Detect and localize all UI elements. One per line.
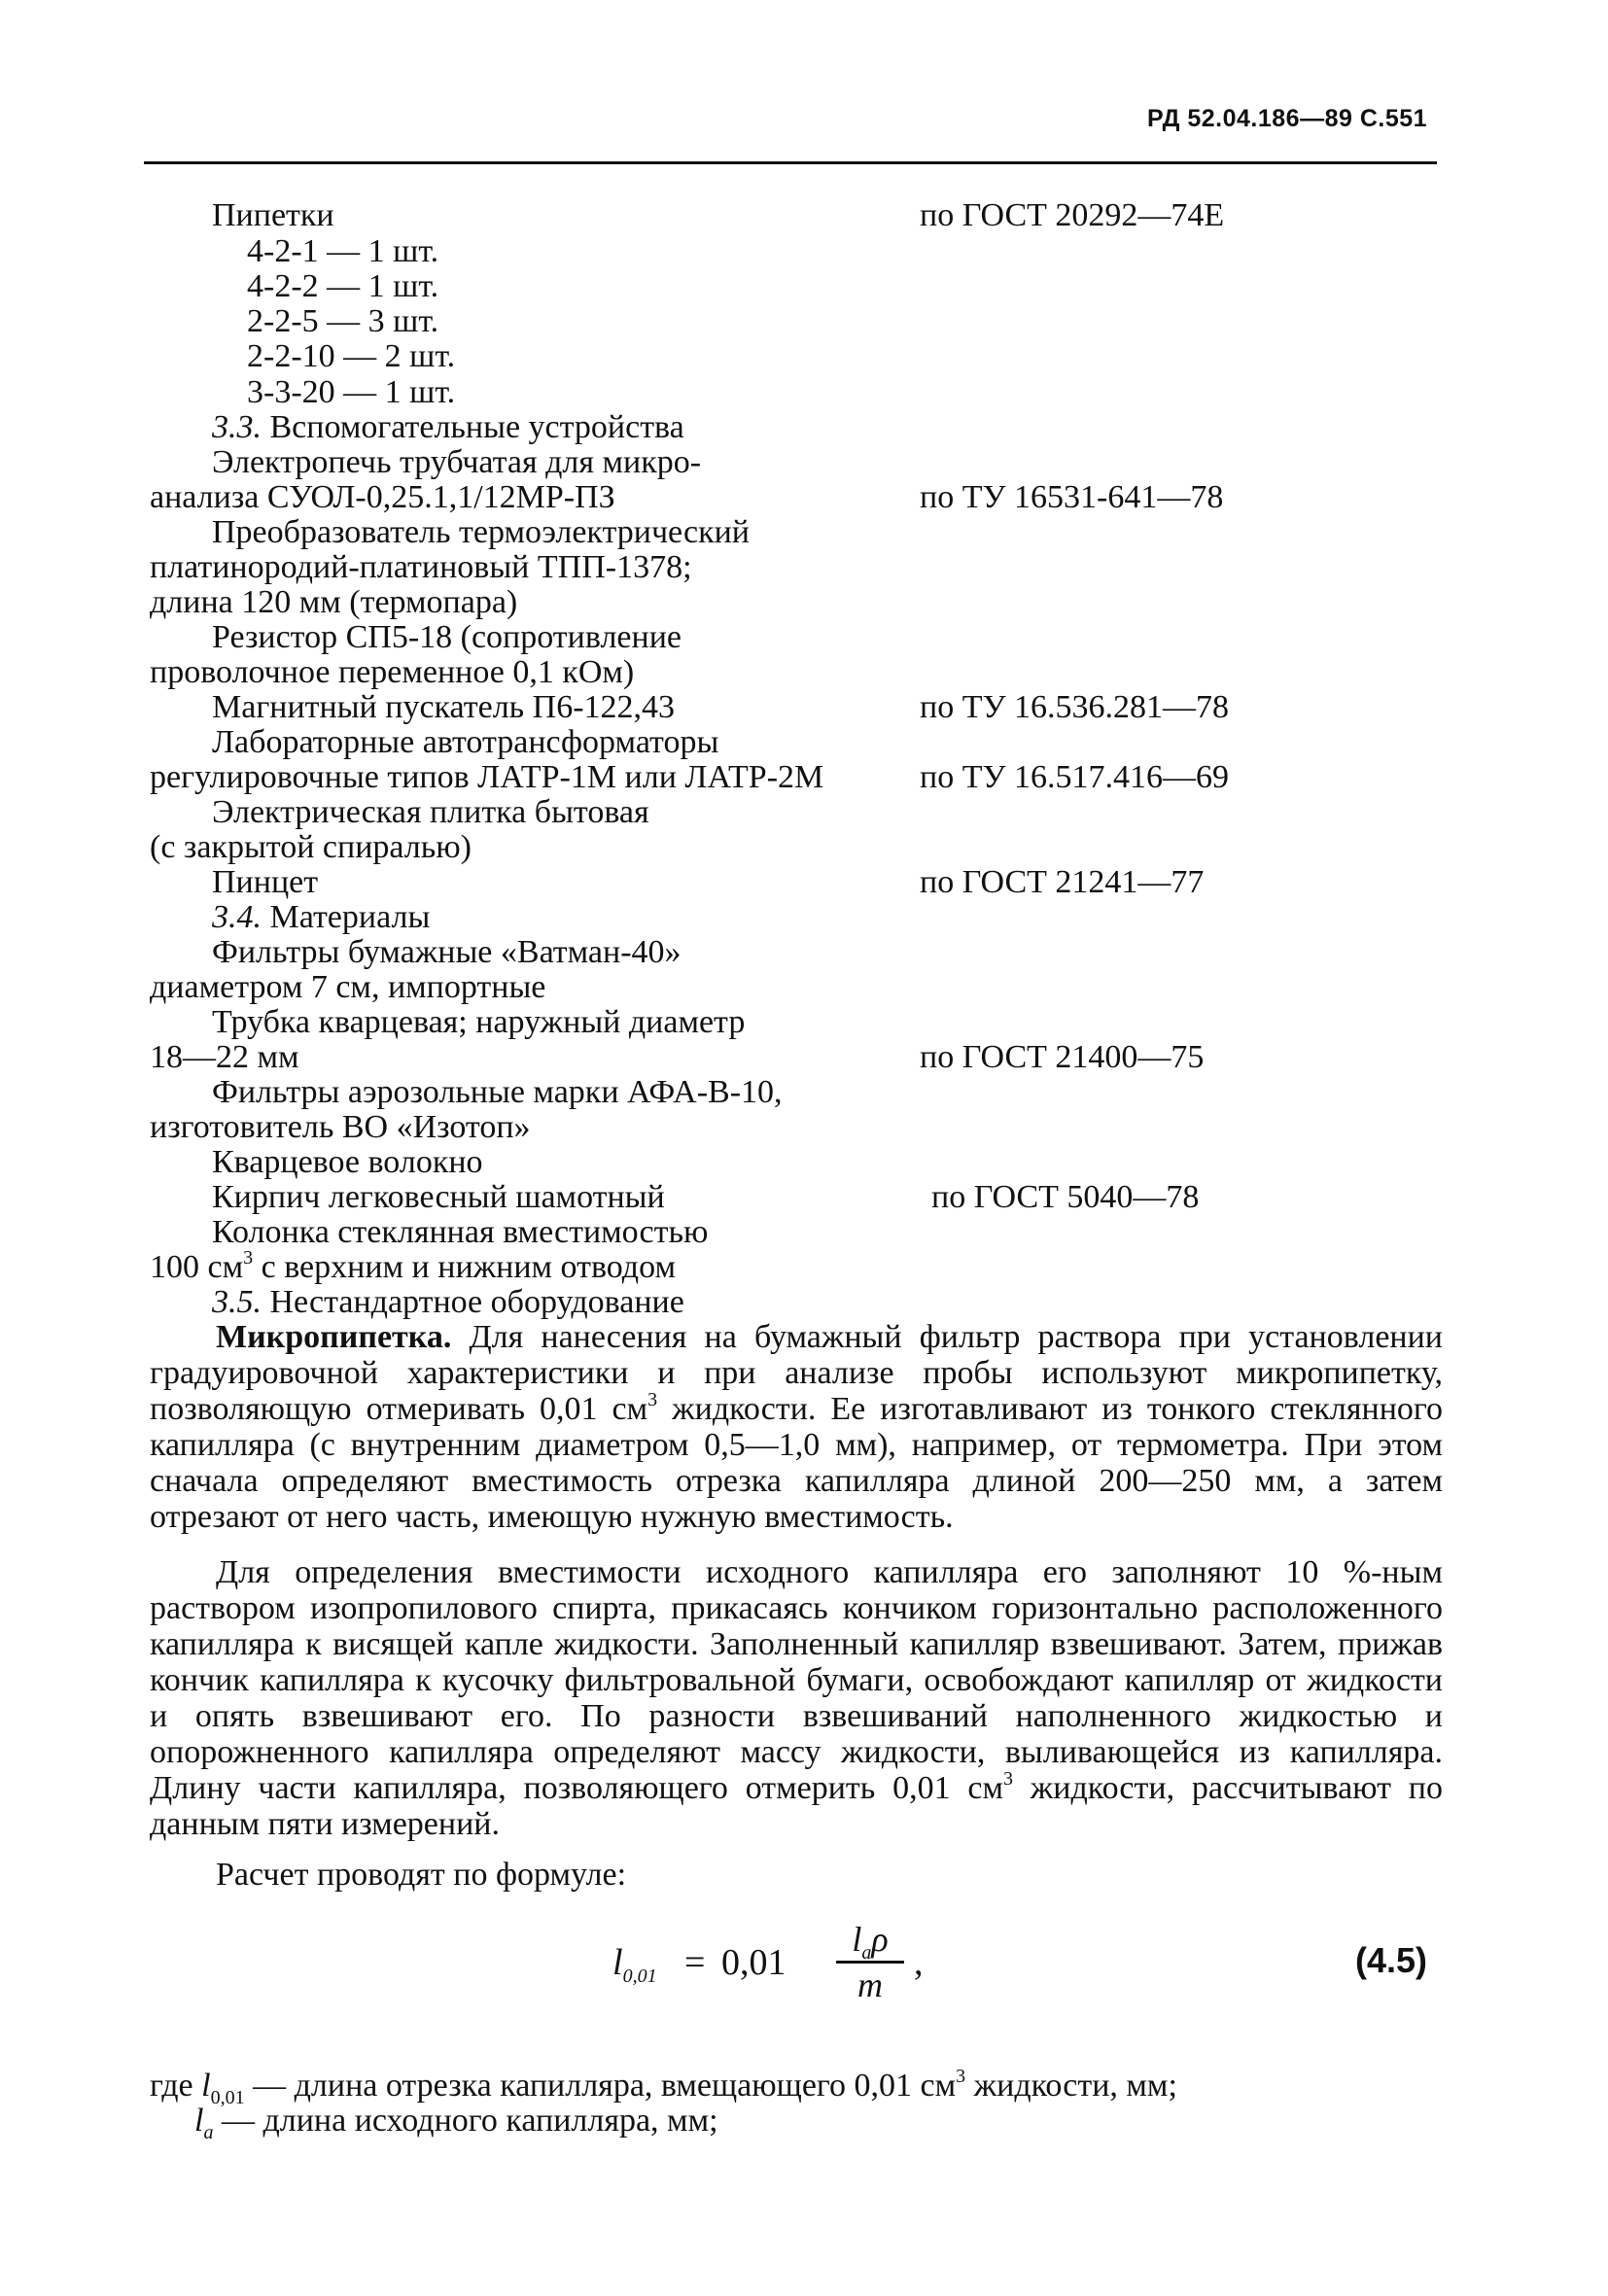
furnace-standard: по ТУ 16531-641—78 xyxy=(920,479,1224,515)
formula-coefficient: 0,01 xyxy=(721,1942,787,1983)
hotplate-line2: (с закрытой спиралью) xyxy=(150,829,472,865)
section-title: Вспомогательные устройства xyxy=(269,409,684,445)
formula-denominator: m xyxy=(857,1966,883,2004)
capacity-text-2: жидкости, рассчитывают по данным пяти измерений. xyxy=(150,1770,1443,1842)
tweezers-line1: Пинцет xyxy=(212,864,319,900)
column-line2-sup: 3 xyxy=(243,1247,254,1269)
capacity-paragraph xyxy=(150,1554,1443,1842)
where-line-1: где $l_{0,01}$ — длина отрезка капилляра, вмещающего 0,01 $см^3$ жидкости, мм; xyxy=(150,2066,1177,2108)
micropipette-term: Микропипетка. xyxy=(216,1319,452,1355)
micropipette-text-1: Для нанесения на бумажный фильтр раствора при установлении градуировочной характеристики и при анализе пробы используют микропипетку, позволяющую отмеривать 0,01 см xyxy=(150,1319,1443,1427)
formula-fraction xyxy=(836,1920,904,2004)
brick-standard: по ГОСТ 5040—78 xyxy=(931,1179,1200,1215)
starter-line1: Магнитный пускатель П6-122,43 xyxy=(212,689,676,725)
section-title: Нестандартное оборудование xyxy=(269,1284,684,1320)
converter-line1: Преобразователь термоэлектрический xyxy=(212,514,750,550)
quartz-tube-standard: по ГОСТ 21400—75 xyxy=(920,1039,1205,1075)
micropipette-text-2: жидкости. Ее изготавливают из тонкого стеклянного капилляра (с внутренним диаметром 0,5—1,0 мм), например, от термометра. При этом сначала определяют вместимость отрезка капилляра длиной 200—250 мм, а затем отрезают от него часть, имеющую нужную вместимость. xyxy=(150,1391,1443,1535)
resistor-line2: проволочное переменное 0,1 кОм) xyxy=(150,654,635,690)
pipettes-title: Пипетки xyxy=(212,197,334,233)
pipette-item: 4-2-1 — 1 шт. xyxy=(247,233,439,269)
quartz-fiber-line1: Кварцевое волокно xyxy=(212,1144,483,1180)
hotplate-line1: Электрическая плитка бытовая xyxy=(212,794,649,830)
where-line-2: $l_a$ — длина исходного капилляра, мм; xyxy=(194,2103,718,2143)
section-3-4 xyxy=(212,899,430,936)
autotransformers-line1: Лабораторные автотрансформаторы xyxy=(212,724,719,760)
section-number: 3.3. xyxy=(212,409,262,445)
quartz-tube-line2: 18—22 мм xyxy=(150,1039,299,1075)
capacity-sup: 3 xyxy=(1003,1768,1013,1790)
formula-numerator: $l_a\rho$ xyxy=(852,1920,889,1964)
aerosol-filters-line2: изготовитель ВО «Изотоп» xyxy=(150,1109,531,1145)
section-3-3 xyxy=(212,409,684,446)
paper-filters-line1: Фильтры бумажные «Ватман-40» xyxy=(212,934,682,970)
pipette-item: 2-2-10 — 2 шт. xyxy=(247,338,456,374)
pipette-item: 3-3-20 — 1 шт. xyxy=(247,374,456,410)
autotransformers-standard: по ТУ 16.517.416—69 xyxy=(920,759,1230,795)
furnace-line2: анализа СУОЛ-0,25.1,1/12МР-ПЗ xyxy=(150,479,615,515)
converter-line2: платинородий-платиновый ТПП-1378; xyxy=(150,549,692,585)
section-number: 3.5. xyxy=(212,1284,262,1320)
furnace-line1: Электропечь трубчатая для микро- xyxy=(212,444,702,480)
brick-line1: Кирпич легковесный шамотный xyxy=(212,1179,665,1215)
pipette-item: 2-2-5 — 3 шт. xyxy=(247,303,439,339)
formula-lhs: $l_{0,01}$ xyxy=(612,1942,657,1987)
section-number: 3.4. xyxy=(212,899,262,935)
pipettes-standard: по ГОСТ 20292—74Е xyxy=(920,197,1225,233)
tweezers-standard: по ГОСТ 21241—77 xyxy=(920,864,1205,900)
quartz-tube-line1: Трубка кварцевая; наружный диаметр xyxy=(212,1004,746,1040)
formula-comma: , xyxy=(914,1942,924,1983)
equation-number: (4.5) xyxy=(1355,1940,1428,1980)
formula-equals: = xyxy=(684,1942,706,1983)
column-line2-pre: 100 см xyxy=(150,1249,244,1285)
calculation-intro: Расчет проводят по формуле: xyxy=(216,1857,627,1893)
converter-line3: длина 120 мм (термопара) xyxy=(150,584,518,620)
capacity-text-1: Для определения вместимости исходного капилляра его заполняют 10 %-ным раствором изопропилового спирта, прикасаясь кончиком горизонтально расположенного капилляра к висящей капле жидкости. Заполненный капилляр взвешивают. Затем, прижав кончик капилляра к кусочку фильтровальной бумаги, освобождают капилляр от жидкости и опять взвешивают его. По разности взвешиваний наполненного жидкостью и опорожненного капилляра определяют массу жидкости, выливающейся из капилляра. Длину части капилляра, позволяющего отмерить 0,01 см xyxy=(150,1554,1443,1806)
column-line1: Колонка стеклянная вместимостью xyxy=(212,1214,709,1250)
micropipette-sup: 3 xyxy=(647,1389,658,1410)
micropipette-paragraph xyxy=(150,1319,1443,1535)
resistor-line1: Резистор СП5-18 (сопротивление xyxy=(212,619,682,655)
paper-filters-line2: диаметром 7 см, импортные xyxy=(150,969,546,1005)
aerosol-filters-line1: Фильтры аэрозольные марки АФА-В-10, xyxy=(212,1074,783,1110)
pipette-item: 4-2-2 — 1 шт. xyxy=(247,268,439,304)
page-header: РД 52.04.186—89 С.551 xyxy=(1147,105,1428,132)
column-line2-post: с верхним и нижним отводом xyxy=(253,1249,676,1285)
header-rule xyxy=(144,161,1437,164)
autotransformers-line2: регулировочные типов ЛАТР-1М или ЛАТР-2М xyxy=(150,759,824,795)
starter-standard: по ТУ 16.536.281—78 xyxy=(920,689,1230,725)
column-line2 xyxy=(150,1249,676,1286)
section-title: Материалы xyxy=(269,899,431,935)
section-3-5 xyxy=(212,1284,684,1321)
